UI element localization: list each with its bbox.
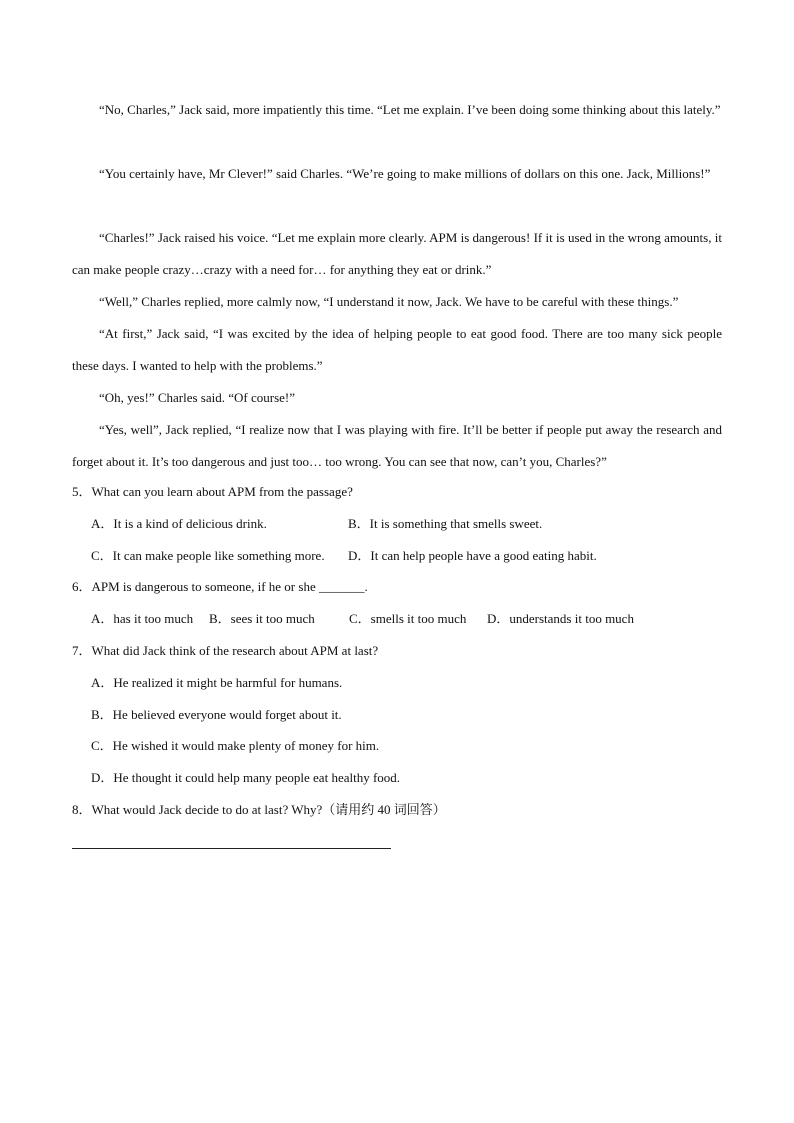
- question-5-option-b: B．It is something that smells sweet.: [348, 516, 543, 531]
- question-5-option-c: C．It can make people like something more.: [91, 548, 325, 563]
- passage-paragraph-3: “Charles!” Jack raised his voice. “Let me explain more clearly. APM is dangerous! If it is used in the wrong amounts, it can make people crazy…crazy with a need for… for anything they eat or drink.”: [72, 230, 722, 277]
- question-5-stem: 5．What can you learn about APM from the passage?: [72, 484, 353, 499]
- question-8-stem: 8．What would Jack decide to do at last? Why?（请用约 40 词回答）: [72, 802, 446, 817]
- passage-paragraph-4: “Well,” Charles replied, more calmly now, “I understand it now, Jack. We have to be careful with these things.”: [99, 294, 679, 309]
- question-7-option-c: C．He wished it would make plenty of money for him.: [91, 738, 380, 753]
- question-6-option-a: A．has it too much: [91, 611, 194, 626]
- passage-paragraph-7: “Yes, well”, Jack replied, “I realize now that I was playing with fire. It’ll be better if people put away the research and forget about it. It’s too dangerous and just too… too wrong. You can see that now, can’t you, Charles?”: [72, 422, 722, 469]
- question-7-option-a: A．He realized it might be harmful for humans.: [91, 675, 343, 690]
- question-7-option-b: B．He believed everyone would forget about it.: [91, 707, 342, 722]
- passage-paragraph-5: “At first,” Jack said, “I was excited by the idea of helping people to eat good food. There are too many sick people these days. I wanted to help with the problems.”: [72, 326, 722, 373]
- passage-paragraph-2: “You certainly have, Mr Clever!” said Charles. “We’re going to make millions of dollars on this one. Jack, Millions!”: [99, 166, 711, 181]
- question-5-option-d: D．It can help people have a good eating habit.: [348, 548, 597, 563]
- question-6-option-d: D．understands it too much: [487, 611, 634, 626]
- question-6-option-c: C．smells it too much: [349, 611, 467, 626]
- question-6-stem: 6．APM is dangerous to someone, if he or she _______.: [72, 579, 368, 594]
- passage-paragraph-1: “No, Charles,” Jack said, more impatiently this time. “Let me explain. I’ve been doing some thinking about this lately.”: [99, 102, 721, 117]
- answer-line[interactable]: [72, 848, 391, 849]
- passage-paragraph-6: “Oh, yes!” Charles said. “Of course!”: [99, 390, 296, 405]
- question-5-option-a: A．It is a kind of delicious drink.: [91, 516, 267, 531]
- question-6-option-b: B．sees it too much: [209, 611, 315, 626]
- question-7-stem: 7．What did Jack think of the research about APM at last?: [72, 643, 379, 658]
- question-7-option-d: D．He thought it could help many people eat healthy food.: [91, 770, 401, 785]
